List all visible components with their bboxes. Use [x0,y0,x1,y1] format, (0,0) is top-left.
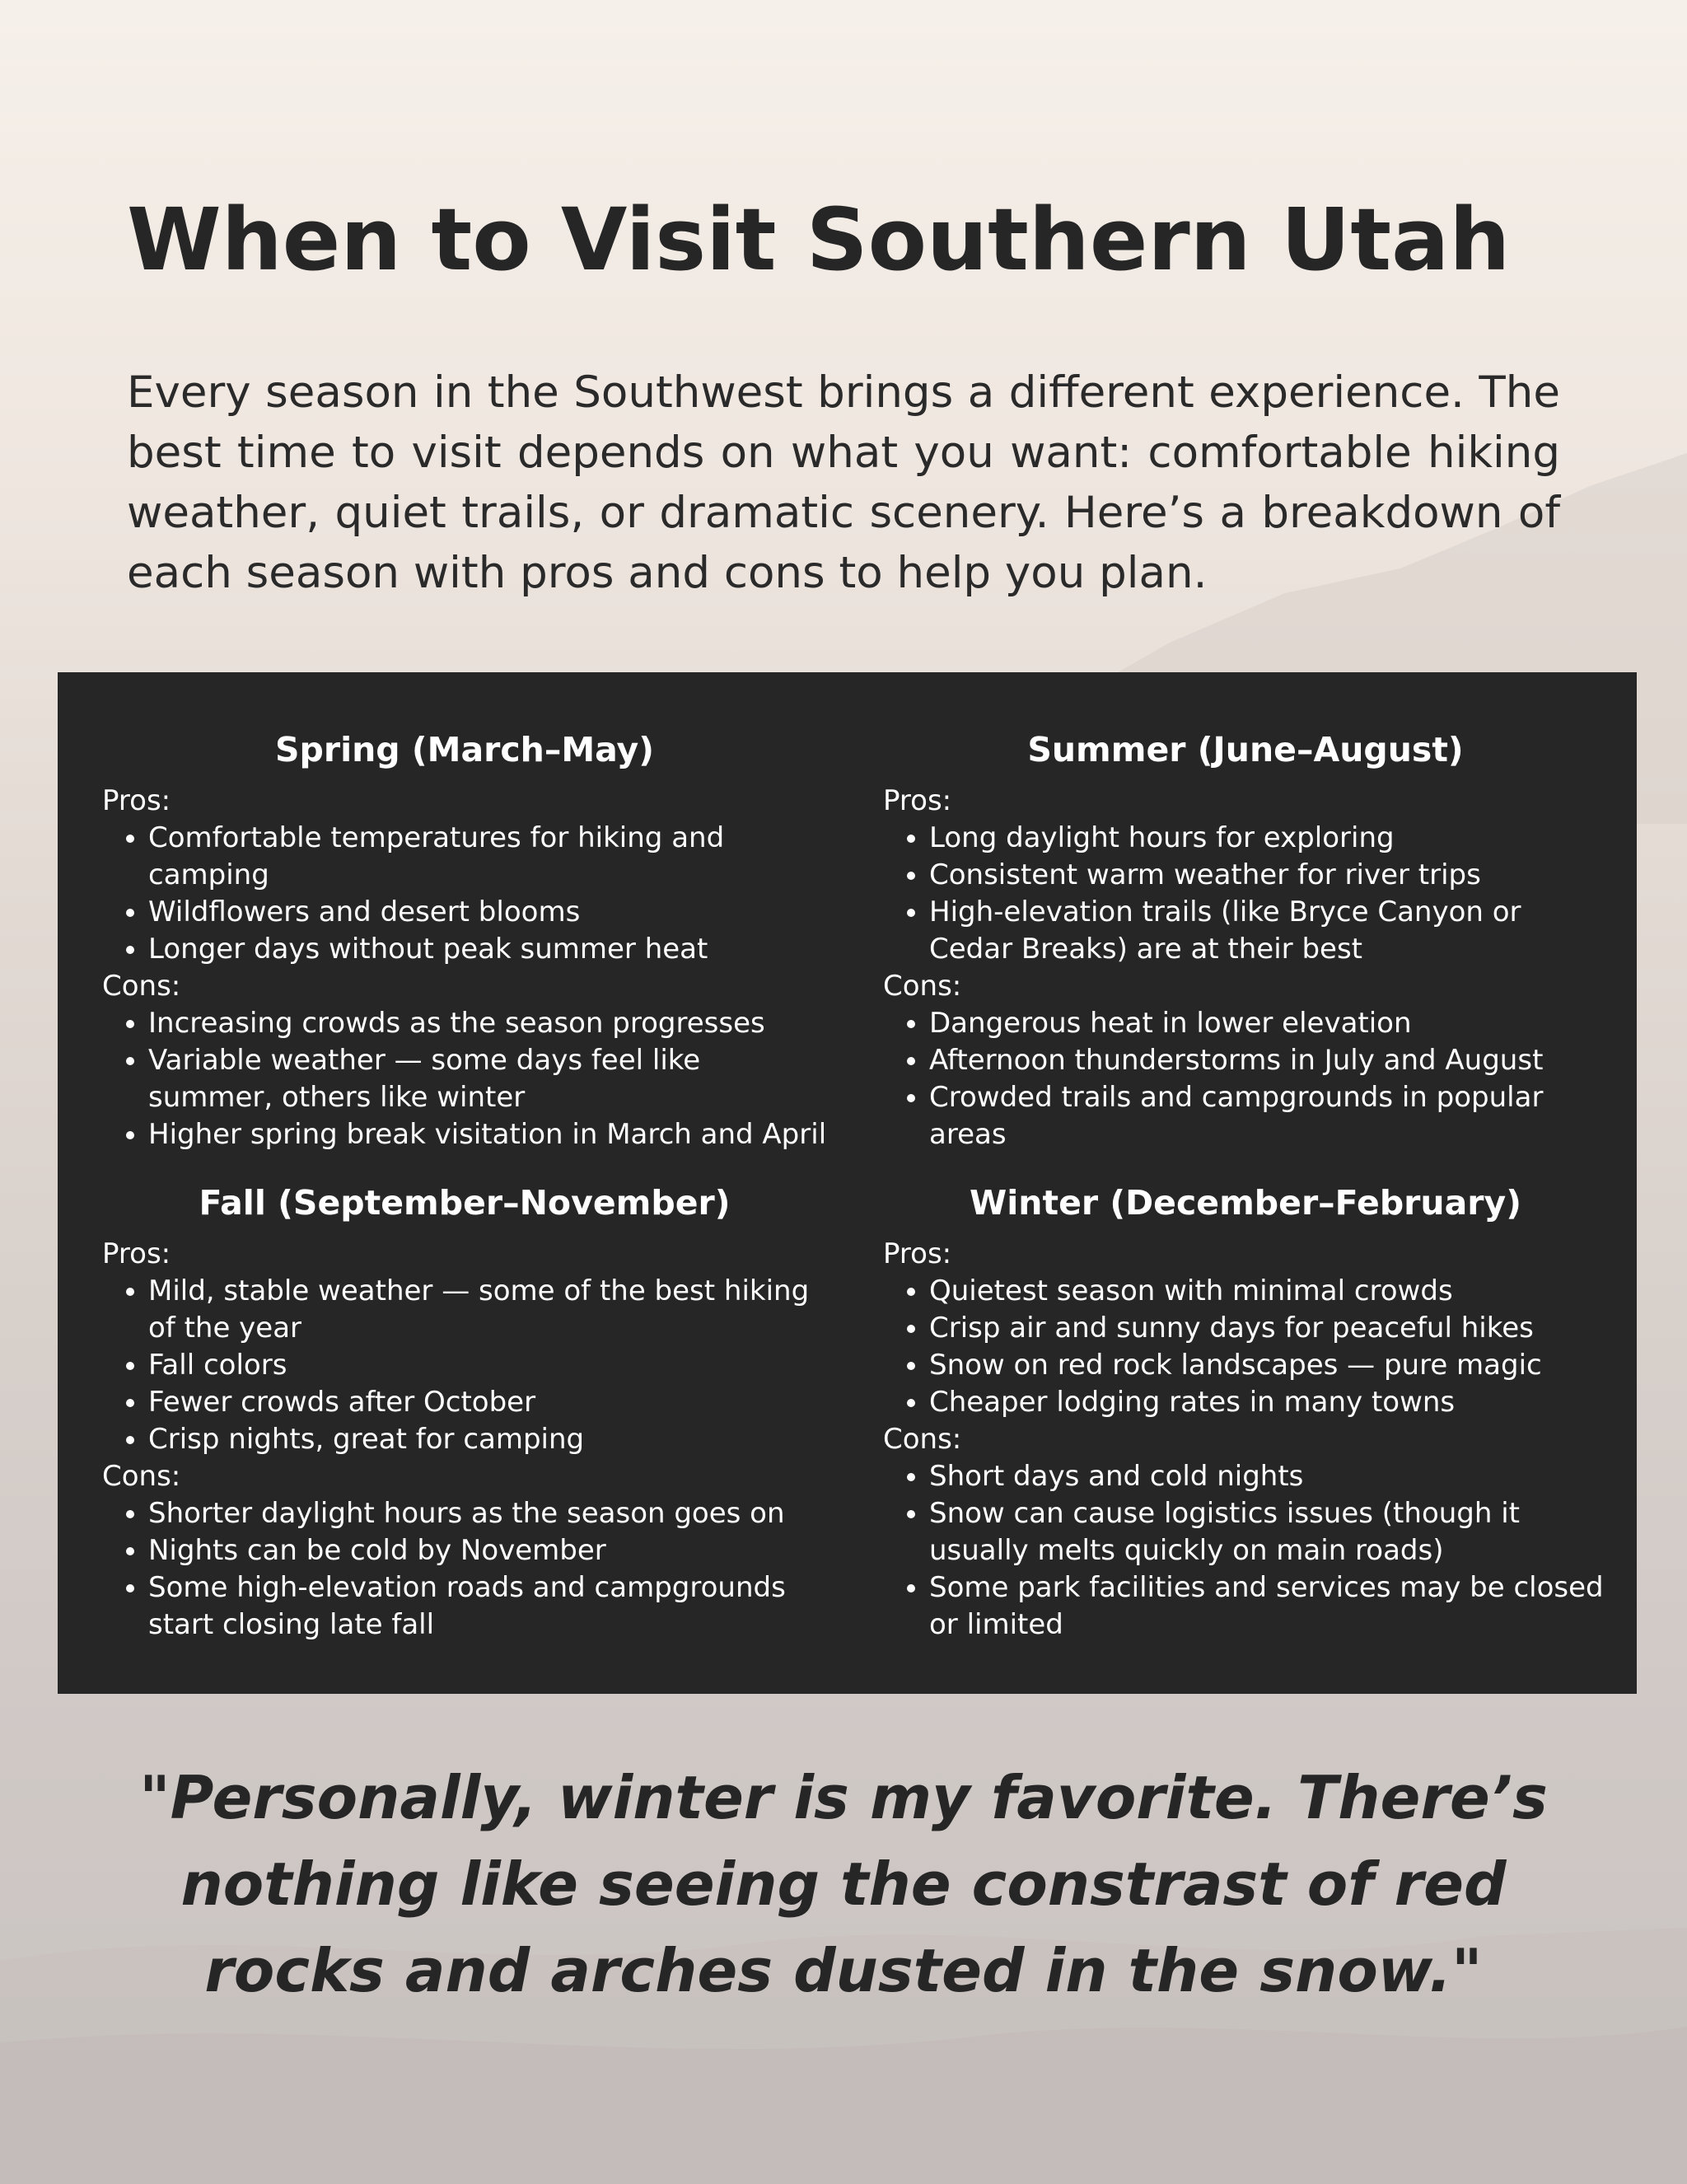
list-item: • Snow on red rock landscapes — pure magic [929,1347,1608,1384]
season-fall [102,1180,827,1644]
pros-list [883,820,1608,968]
season-winter [883,1180,1608,1644]
list-item: • Fall colors [148,1347,827,1384]
list-item: • Crowded trails and campgrounds in popular areas [929,1079,1608,1153]
list-item: • Crisp nights, great for camping [148,1421,827,1458]
season-title: Summer (June–August) [1027,730,1464,769]
page-title: When to Visit Southern Utah [127,189,1511,290]
season-spring [102,727,827,1153]
list-item: • Cheaper lodging rates in many towns [929,1384,1608,1421]
list-item: • Some park facilities and services may be closed or limited [929,1569,1608,1644]
cons-list [102,1005,827,1153]
list-item: • Fewer crowds after October [148,1384,827,1421]
season-title: Fall (September–November) [199,1183,731,1223]
list-item: • Nights can be cold by November [148,1532,827,1569]
pros-label: Pros: [883,1237,952,1270]
cons-list [883,1458,1608,1644]
favorite-quote: "Personally, winter is my favorite. There’s nothing like seeing the constrast of red rocks and arches dusted in the snow." [139,1763,1548,2005]
list-item: • Shorter daylight hours as the season goes on [148,1495,827,1532]
list-item: • High-elevation trails (like Bryce Canyon or Cedar Breaks) are at their best [929,894,1608,968]
pros-list [102,1273,827,1458]
pros-label: Pros: [102,784,171,817]
list-item: • Dangerous heat in lower elevation [929,1005,1608,1042]
list-item: • Snow can cause logistics issues (though it usually melts quickly on main roads) [929,1495,1608,1569]
season-summer [883,727,1608,1153]
list-item: • Variable weather — some days feel like summer, others like winter [148,1042,827,1116]
list-item: • Consistent warm weather for river trips [929,857,1608,894]
cons-label: Cons: [883,970,962,1003]
cons-label: Cons: [102,1460,181,1493]
pros-label: Pros: [883,784,952,817]
list-item: • Increasing crowds as the season progresses [148,1005,827,1042]
list-item: • Comfortable temperatures for hiking and camping [148,820,827,894]
pros-list [883,1273,1608,1421]
intro-paragraph: Every season in the Southwest brings a different experience. The best time to visit depends on what you want: comfortable hiking weather, quiet trails, or dramatic scenery. Here’s a breakdown of each season with pros and cons to help you plan. [127,367,1560,598]
season-title: Spring (March–May) [274,730,655,769]
cons-label: Cons: [883,1423,962,1456]
cons-list [883,1005,1608,1153]
list-item: • Short days and cold nights [929,1458,1608,1495]
season-title: Winter (December–February) [970,1183,1521,1223]
list-item: • Some high-elevation roads and campgrounds start closing late fall [148,1569,827,1644]
pros-list [102,820,827,968]
list-item: • Crisp air and sunny days for peaceful hikes [929,1310,1608,1347]
cons-label: Cons: [102,970,181,1003]
pros-label: Pros: [102,1237,171,1270]
list-item: • Longer days without peak summer heat [148,931,827,968]
list-item: • Quietest season with minimal crowds [929,1273,1608,1310]
list-item: • Long daylight hours for exploring [929,820,1608,857]
list-item: • Higher spring break visitation in March and April [148,1116,827,1153]
seasons-panel [58,672,1637,1694]
list-item: • Wildflowers and desert blooms [148,894,827,931]
list-item: • Mild, stable weather — some of the best hiking of the year [148,1273,827,1347]
list-item: • Afternoon thunderstorms in July and August [929,1042,1608,1079]
cons-list [102,1495,827,1644]
